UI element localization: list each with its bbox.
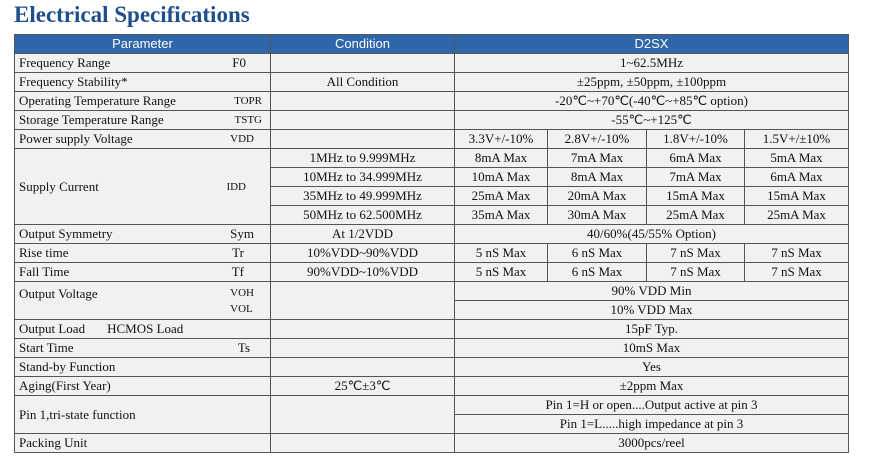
value-cell: 1.5V+/±10% [745,130,849,149]
param-name: Output Voltage [19,285,98,301]
table-header-row [15,35,849,54]
param-symbol: TSTG [234,114,262,126]
header-condition: Condition [271,35,455,54]
value-cell: 25mA Max [455,187,548,206]
value-cell: 6 nS Max [548,244,647,263]
value-cell: 15mA Max [745,187,849,206]
value-cell: 40/60%(45/55% Option) [455,225,849,244]
condition-cell: 10%VDD~90%VDD [271,244,455,263]
value-cell: 7mA Max [647,168,745,187]
row-packing-unit [15,434,849,453]
condition-cell: 35MHz to 49.999MHz [271,187,455,206]
param-name: Rise time [19,245,69,260]
param-name: Supply Current [19,178,99,194]
row-output-load [15,320,849,339]
value-cell: 10mA Max [455,168,548,187]
value-cell: 6mA Max [647,149,745,168]
condition-cell: At 1/2VDD [271,225,455,244]
param-name: Frequency Range [19,55,111,70]
condition-cell: 25℃±3℃ [271,377,455,396]
condition-cell: 10MHz to 34.999MHz [271,168,455,187]
value-cell: 5 nS Max [455,263,548,282]
value-cell: 5 nS Max [455,244,548,263]
param-extra: HCMOS Load [107,321,184,336]
row-fall-time [15,263,849,282]
row-start-time [15,339,849,358]
condition-cell [271,434,455,453]
value-cell: 7 nS Max [647,244,745,263]
row-frequency-range [15,54,849,73]
value-cell: 10% VDD Max [455,301,849,320]
param-name: Operating Temperature Range [19,93,176,108]
row-power-supply-voltage [15,130,849,149]
row-pin1-tristate [15,396,849,415]
condition-cell [271,396,455,434]
param-symbol: Ts [237,340,250,355]
value-cell: 6mA Max [745,168,849,187]
row-operating-temperature [15,92,849,111]
value-cell: 6 nS Max [548,263,647,282]
value-cell: -20℃~+70℃(-40℃~+85℃ option) [455,92,849,111]
param-name: Fall Time [19,264,70,279]
param-symbol: Tf [231,264,244,279]
condition-cell [271,320,455,339]
param-symbol: Tr [232,245,244,260]
condition-cell [271,358,455,377]
condition-cell: 1MHz to 9.999MHz [271,149,455,168]
row-rise-time [15,244,849,263]
param-name: Output Symmetry [19,226,113,241]
value-cell: Pin 1=H or open....Output active at pin 3 [455,396,849,415]
param-name: Frequency Stability* [15,73,271,92]
value-cell: 8mA Max [455,149,548,168]
param-name: Aging(First Year) [15,377,271,396]
condition-cell [271,130,455,149]
row-standby-function [15,358,849,377]
value-cell: 90% VDD Min [455,282,849,301]
param-symbol: F0 [232,55,246,70]
condition-cell: 90%VDD~10%VDD [271,263,455,282]
row-frequency-stability [15,73,849,92]
condition-cell [271,282,455,320]
value-cell: 30mA Max [548,206,647,225]
row-output-voltage [15,282,849,301]
value-cell: 25mA Max [745,206,849,225]
page-title: Electrical Specifications [14,2,250,27]
row-aging [15,377,849,396]
condition-cell [271,339,455,358]
value-cell: ±2ppm Max [455,377,849,396]
value-cell: 35mA Max [455,206,548,225]
value-cell: -55℃~+125℃ [455,111,849,130]
value-cell: 15pF Typ. [455,320,849,339]
value-cell: 1.8V+/-10% [647,130,745,149]
value-cell: 2.8V+/-10% [548,130,647,149]
param-symbol-low: VOL [230,302,253,315]
value-cell: 7 nS Max [647,263,745,282]
param-symbol: TOPR [234,95,262,107]
value-cell: 25mA Max [647,206,745,225]
value-cell: 10mS Max [455,339,849,358]
condition-cell [271,54,455,73]
value-cell: 5mA Max [745,149,849,168]
value-cell: 1~62.5MHz [455,54,849,73]
header-parameter: Parameter [15,35,271,54]
value-cell: 3.3V+/-10% [455,130,548,149]
param-name: Output Load [19,321,86,336]
value-cell: 7 nS Max [745,263,849,282]
value-cell: Yes [455,358,849,377]
param-symbol: IDD [226,180,246,193]
param-name: Packing Unit [15,434,271,453]
param-symbol-high: VOH [230,286,254,299]
condition-cell [271,111,455,130]
row-supply-current [15,149,849,168]
param-name: Storage Temperature Range [19,112,164,127]
param-name: Pin 1,tri-state function [15,396,271,434]
param-symbol: Sym [230,226,254,241]
param-name: Start Time [19,340,74,355]
condition-cell [271,92,455,111]
value-cell: 7mA Max [548,149,647,168]
param-symbol: VDD [230,133,254,145]
condition-cell: 50MHz to 62.500MHz [271,206,455,225]
electrical-spec-table [14,34,849,453]
value-cell: ±25ppm, ±50ppm, ±100ppm [455,73,849,92]
row-output-symmetry [15,225,849,244]
value-cell: 20mA Max [548,187,647,206]
value-cell: 3000pcs/reel [455,434,849,453]
header-model: D2SX [455,35,849,54]
row-storage-temperature [15,111,849,130]
param-name: Stand-by Function [15,358,271,377]
condition-cell: All Condition [271,73,455,92]
value-cell: Pin 1=L.....high impedance at pin 3 [455,415,849,434]
param-name: Power supply Voltage [19,131,133,146]
value-cell: 15mA Max [647,187,745,206]
value-cell: 8mA Max [548,168,647,187]
value-cell: 7 nS Max [745,244,849,263]
